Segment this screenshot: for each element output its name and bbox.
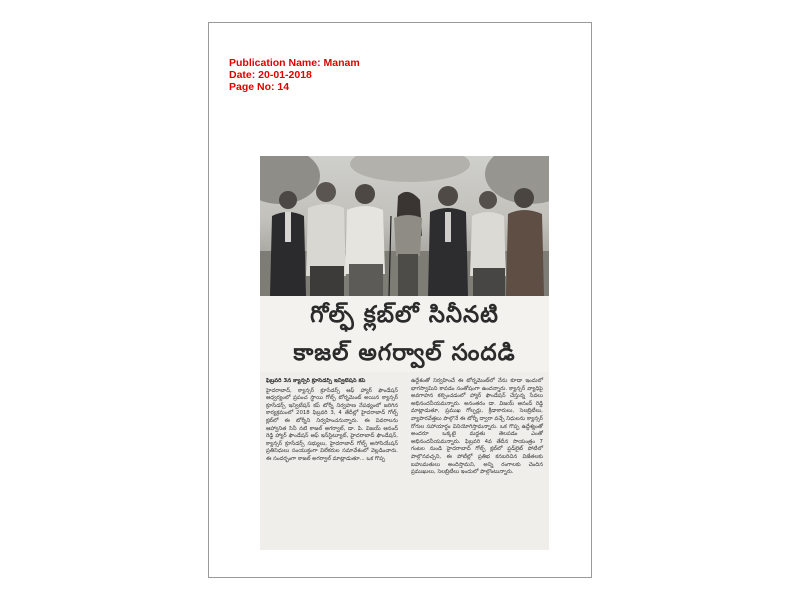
person-1 (270, 191, 306, 296)
article-byline: ఫిబ్రవరి 3న క్యాన్సర్ క్రూసేడర్స్ ఇన్విటేషన్ కప్ (266, 378, 366, 384)
article-clipping (260, 156, 549, 550)
publication-date: Date: 20-01-2018 (229, 69, 312, 81)
page-number: Page No: 14 (229, 81, 290, 93)
article-column-left (266, 378, 398, 464)
person-2 (306, 182, 346, 296)
article-column-right (411, 378, 543, 477)
person-3 (345, 184, 385, 296)
group-photo-illustration (260, 156, 549, 296)
article-headline (260, 296, 549, 372)
person-7 (506, 188, 544, 296)
headline-line-2: కాజల్ అగర్వాల్ సందడి (293, 340, 516, 366)
article-text-left: హైదరాబాద్, క్యాన్సర్ క్రూసేడర్స్ ఆఫ్ హ్యార్ ఫౌండేషన్ ఆధ్వర్యంలో ప్రపంచ స్థాయి గోల్ఫ్ టోర్నమెంట్ అయిన క్యాన్సర్ క్రూసేడర్స్ ఇన్విటేషన్ కప్ టోర్నీ నిర్వహణ నేపథ్యంలో జరిగిన కార్యక్రమంలో 2018 ఫిబ్రవరి 3, 4 తేదీల్లో హైదరాబాద్ గోల్ఫ్ క్లబ్‌లో ఈ టోర్నీని నిర్వహించనున్నారు. ఈ వివరాలను ఆహ్వానిత సినీ నటి కాజల్ అగర్వాల్, డా. పి. విజయ్ ఆనంద్ రెడ్డి హ్యార్ ఫౌండేషన్ ఆఫ్ ఇన్‌స్టిట్యూట్, హైదరాబాద్ ఫౌండేషన్, క్యాన్సర్ క్రూసేడర్స్ సభ్యులు, హైదరాబాద్ గోల్ఫ్ అసోసియేషన్ ప్రతినిధులు సంయుక్తంగా విలేకరుల సమావేశంలో వెల్లడించారు. ఈ సందర్భంగా కాజల్ అగర్వాల్ మాట్లాడుతూ... ఒక గొప్ప (266, 387, 398, 462)
publication-name: Publication Name: Manam (229, 57, 360, 69)
person-5 (428, 186, 468, 296)
article-body (260, 372, 549, 550)
person-6 (470, 191, 506, 296)
article-photo (260, 156, 549, 296)
article-text-right: ఉద్దేశంతో నిర్వహించే ఈ టోర్నమెంట్‌లో నేను కూడా ఇందులో భాగస్వామిని కావడం సంతోషంగా ఉందన్నారు. క్యాన్సర్ వ్యాధిపై అవగాహన కల్పించడంలో హ్యార్ ఫౌండేషన్ చేస్తున్న సేవలు అభినందనీయమన్నారు. అనంతరం డా. విజయ్ ఆనంద్ రెడ్డి మాట్లాడుతూ, ప్రముఖ గోల్ఫర్లు, క్రీడాకారులు, సెలబ్రిటీలు, వ్యాపారవేత్తలు పాల్గొనే ఈ టోర్నీ ద్వారా వచ్చే నిధులను క్యాన్సర్ రోగుల సహాయార్థం వినియోగిస్తామన్నారు. ఒక గొప్ప ఉద్దేశ్యంతో అందరూ ఒక్కటై మద్దతు తెలపడం ఎంతో అభినందనీయమన్నారు. ఫిబ్రవరి 4వ తేదీన సాయంత్రం 7 గంటల నుండి హైదరాబాద్ గోల్ఫ్ క్లబ్‌లో ఫ్లడ్‌లైట్ పోటీలో పాల్గొనవచ్చని, ఈ పోటీల్లో ప్రతిభ కనబరిచిన విజేతలకు బహుమతులు అందిస్తామని, అన్ని రంగాలకు చెందిన ప్రముఖులు, సెలబ్రిటీలు ఇందులో పాల్గొంటున్నారు. (411, 378, 543, 476)
newspaper-clipping-page (208, 22, 592, 578)
publication-info (229, 57, 360, 93)
headline-line-1: గోల్ఫ్ క్లబ్‌లో సినీనటి (310, 302, 499, 328)
